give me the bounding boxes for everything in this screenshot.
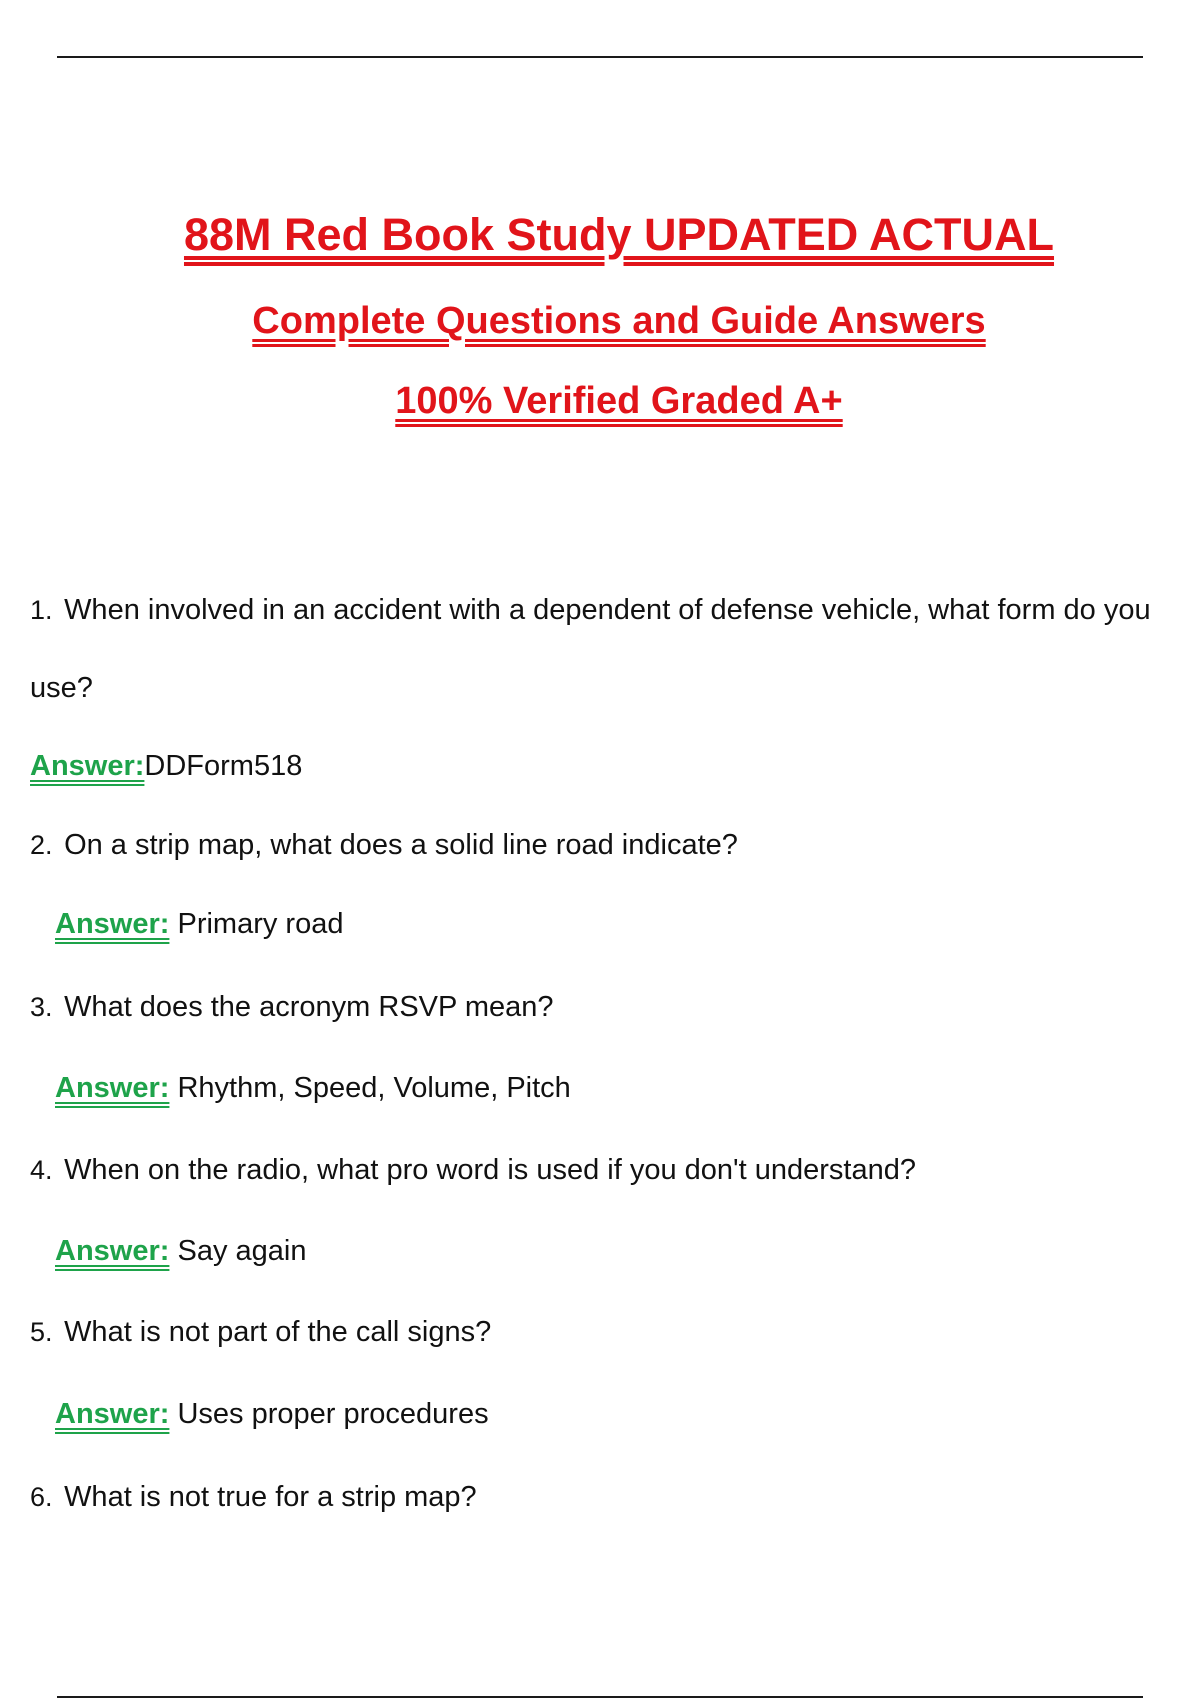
question-1-continued	[30, 668, 93, 708]
answer-label: Answer:	[55, 1235, 170, 1267]
title-line-2: Complete Questions and Guide Answers	[252, 300, 986, 342]
question-text: What does the acronym RSVP mean?	[64, 991, 554, 1023]
header-rule	[57, 56, 1143, 58]
question-6	[30, 1477, 477, 1517]
answer-1	[30, 746, 302, 786]
question-text: use?	[30, 672, 93, 704]
question-number: 4.	[30, 1155, 53, 1185]
answer-5	[55, 1394, 489, 1434]
answer-text: Uses proper procedures	[177, 1398, 489, 1430]
question-2	[30, 825, 738, 865]
answer-text: Primary road	[177, 908, 344, 940]
footer-rule	[57, 1696, 1143, 1698]
document-title	[0, 205, 1200, 427]
question-number: 5.	[30, 1317, 53, 1347]
question-text: When involved in an accident with a dependent of defense vehicle, what form do you	[64, 594, 1151, 626]
answer-text: DDForm518	[144, 750, 303, 782]
question-number: 2.	[30, 830, 53, 860]
answer-label: Answer:	[55, 1398, 170, 1430]
answer-text: Rhythm, Speed, Volume, Pitch	[177, 1072, 571, 1104]
title-line-1: 88M Red Book Study UPDATED ACTUAL	[183, 209, 1055, 260]
answer-label: Answer:	[55, 1072, 170, 1104]
answer-2	[55, 904, 343, 944]
question-text: What is not part of the call signs?	[64, 1316, 492, 1348]
question-1	[30, 590, 1151, 630]
answer-label: Answer:	[30, 750, 145, 782]
question-4	[30, 1150, 916, 1190]
question-text: On a strip map, what does a solid line road indicate?	[64, 829, 738, 861]
answer-3	[55, 1068, 571, 1108]
question-number: 1.	[30, 595, 53, 625]
question-3	[30, 987, 554, 1027]
title-line-3: 100% Verified Graded A+	[395, 380, 843, 422]
answer-4	[55, 1231, 306, 1271]
answer-label: Answer:	[55, 908, 170, 940]
question-text: When on the radio, what pro word is used if you don't understand?	[64, 1154, 916, 1186]
question-number: 6.	[30, 1482, 53, 1512]
answer-text: Say again	[177, 1235, 307, 1267]
question-5	[30, 1312, 491, 1352]
question-number: 3.	[30, 992, 53, 1022]
question-text: What is not true for a strip map?	[64, 1481, 477, 1513]
